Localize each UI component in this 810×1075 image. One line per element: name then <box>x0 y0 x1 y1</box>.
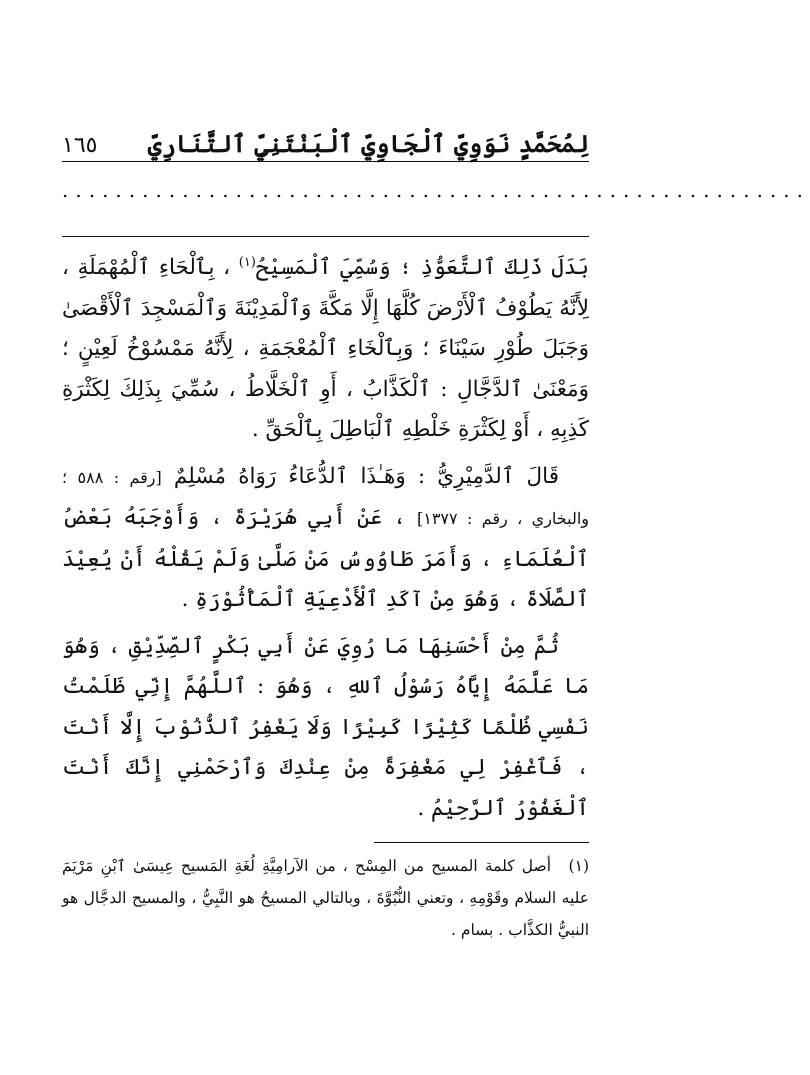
section-rule <box>62 236 589 237</box>
p2-text-b: ، عَنْ أَبِي هُرَيْرَةَ ، وَأَوْجَبَهُ بَعْضُ ٱلْعُلَمَاءِ ، وَأَمَرَ طَاوُوسُ مَنْ صَلَّىٰ وَلَمْ يَقُلْهُ أَنْ يُعِيْدَ ٱلصَّلَاةَ ، وَهُوَ مِنْ آكَدِ ٱلْأَدْعِيَةِ ٱلْمَأْثُوْرَةِ . <box>62 505 589 612</box>
p1-text-b: ، بِٱلْحَاءِ ٱلْمُهْمَلَةِ ، لِأَنَّهُ يَطُوْفُ ٱلْأَرْضَ كُلَّهَا إِلَّا مَكَّةَ وَٱلْمَدِيْنَةَ وَٱلْمَسْجِدَ ٱلْأَقْصَىٰ وَجَبَلَ طُوْرِ سَيْنَاءَ ؛ وَبِٱلْخَاءِ ٱلْمُعْجَمَةِ ، لِأَنَّهُ مَمْسُوْخُ لَعِيْنٍ ؛ وَمَعْنَىٰ ٱلدَّجَّالِ : ٱلْكَذَّابُ ، أَوِ ٱلْخَلَّاطُ ، سُمِّيَ بِذَلِكَ لِكَثْرَةِ كَذِبِهِ ، أَوْ لِكَثْرَةِ خَلْطِهِ ٱلْبَاطِلَ بِٱلْحَقِّ . <box>62 255 589 442</box>
paragraph-1 <box>62 248 589 451</box>
separator-dots: ........................................................ <box>62 178 810 202</box>
main-text <box>62 248 589 835</box>
p1-text-a: بَدَلَ ذَلِكَ ٱلتَّعَوُّذِ ؛ وَسُمِّيَ ٱلْمَسِيْحُ <box>255 255 589 280</box>
p3-text: ثُمَّ مِنْ أَحْسَنِهَا مَا رُوِيَ عَنْ أَبِي بَكْرٍ ٱلصِّدِّيْقِ ، وَهُوَ مَا عَلَّمَهُ إِيَّاهُ رَسُوْلُ ٱللهِ ، وَهُوَ : ٱللَّهُمَّ إِنِّي ظَلَمْتُ نَفْسِي ظُلْمًا كَثِيْرًا كَبِيْرًا وَلَا يَغْفِرُ ٱلذُّنُوْبَ إِلَّا أَنْتَ ، فَٱغْفِرْ لِي مَغْفِرَةً مِنْ عِنْدِكَ وَٱرْحَمْنِي إِنَّكَ أَنْتَ ٱلْغَفُوْرُ ٱلرَّحِيْمُ . <box>62 633 589 821</box>
header-rule <box>62 161 589 162</box>
hadith-reference: [رقم : ٥٨٨ ؛ والبخاري ، رقم : ١٣٧٧] <box>62 467 589 528</box>
paragraph-3 <box>62 627 589 830</box>
running-title: لِمُحَمَّدٍ نَوَوِيِّ ٱلْجَاوِيِّ ٱلْبَنْتَنِيِّ ٱلتَّنَارِيِّ <box>147 129 589 158</box>
footnote-text: أصل كلمة المسيح من المِسْح ، من الآرامِيَّةِ لُغَةِ المَسيح عِيسَىٰ ٱبْنِ مَرْيَمَ عليه السلام وقَوْمِهِ ، وتعني النُّبُوَّةَ ، وبالتالي المسيحُ هو النَّبِيُّ ، والمسيح الدجَّال هو النبيُّ الكذَّاب . بسام . <box>62 857 589 939</box>
paragraph-2 <box>62 457 589 621</box>
footnote-rule <box>374 842 589 843</box>
footnote-marker: (١) <box>238 254 256 270</box>
page-header <box>62 112 589 158</box>
footnote-number: (١) <box>568 857 589 875</box>
p2-text-a: قَالَ ٱلدَّمِيْرِيُّ : وَهَـٰذَا ٱلدُّعَاءُ رَوَاهُ مُسْلِمٌ <box>161 463 560 489</box>
footnote <box>62 850 589 946</box>
page-number: ١٦٥ <box>62 133 98 158</box>
